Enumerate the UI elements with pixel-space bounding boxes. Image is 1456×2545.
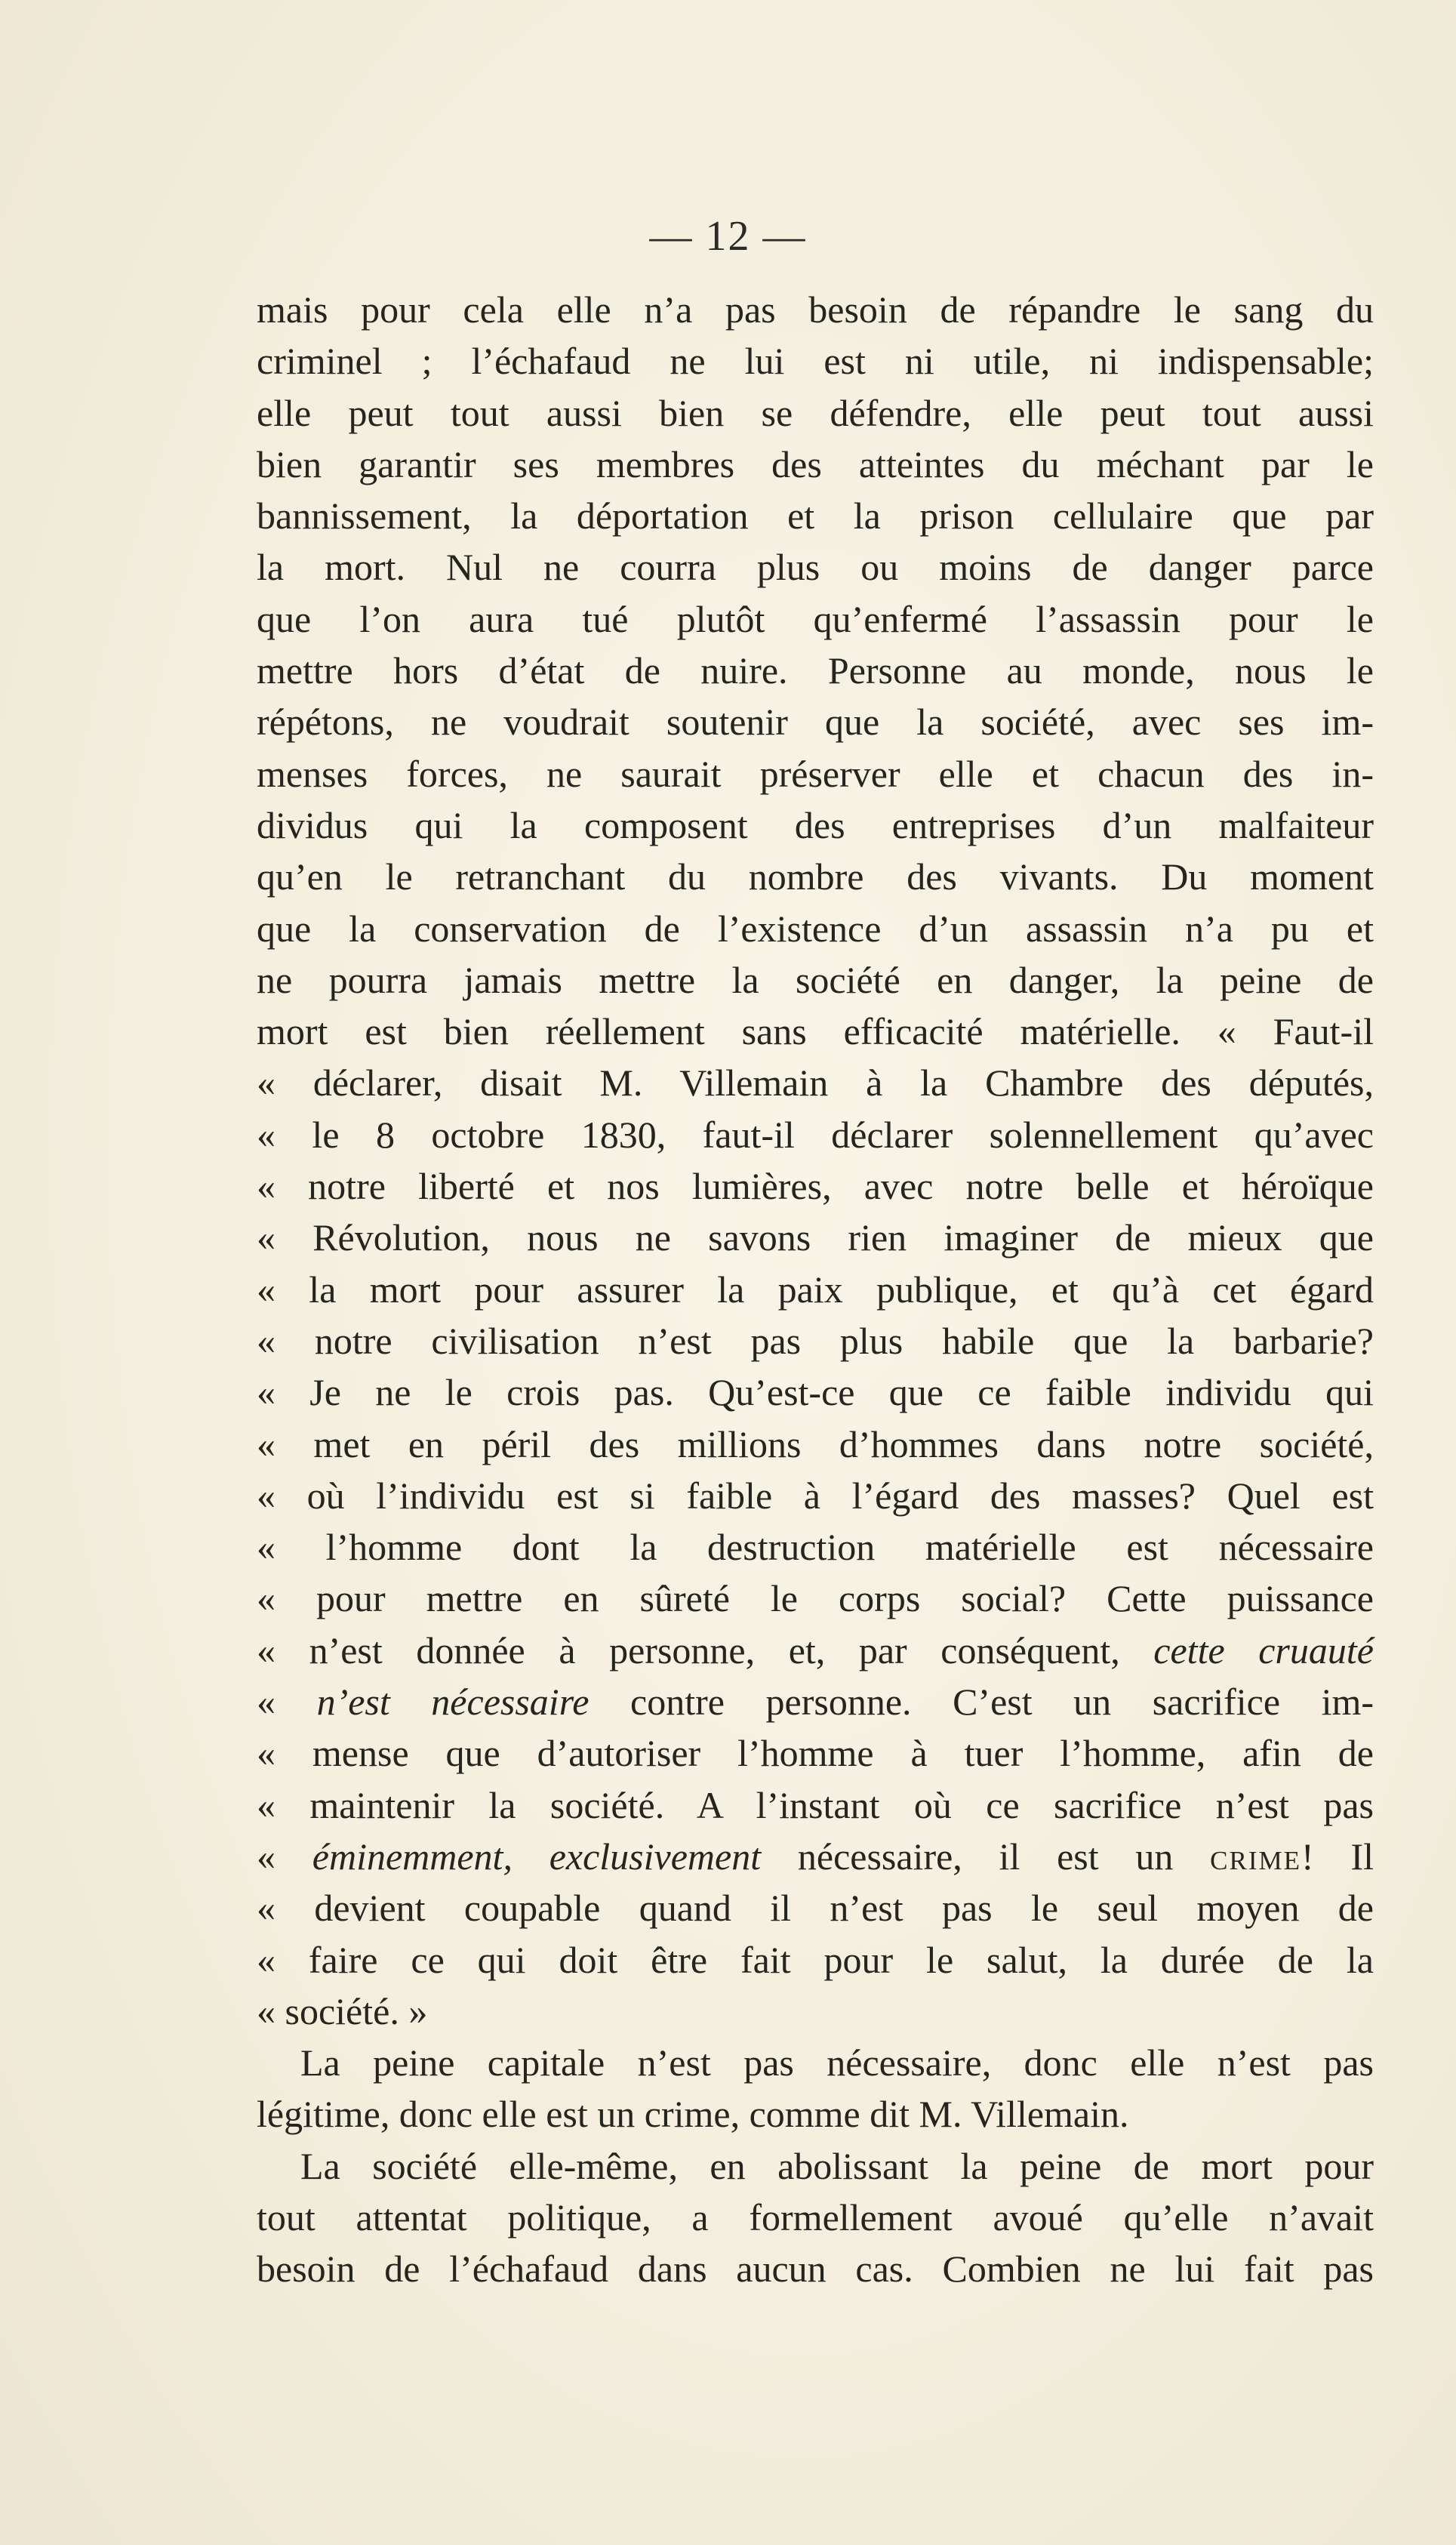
body-text — [257, 284, 1374, 2295]
text-segment: « n’est donnée à personne, et, par conséquent, — [257, 1628, 1154, 1672]
text-segment: « société. » — [257, 1989, 428, 2032]
text-line — [257, 696, 1374, 747]
text-line — [257, 335, 1374, 387]
text-segment: « où l’individu est si faible à l’égard des masses? Quel est — [257, 1474, 1374, 1517]
text-segment: criminel ; l’échafaud ne lui est ni utile, ni indispensable; — [257, 340, 1374, 383]
text-line — [257, 1521, 1374, 1573]
text-segment: La société elle-même, en abolissant la peine de mort pour — [300, 2144, 1374, 2187]
text-segment: mais pour cela elle n’a pas besoin de répandre le sang du — [257, 288, 1374, 331]
text-line — [257, 1779, 1374, 1831]
text-line — [257, 2243, 1374, 2294]
text-line — [257, 748, 1374, 800]
text-segment: « l’homme dont la destruction matérielle est nécessaire — [257, 1526, 1374, 1569]
text-line — [257, 851, 1374, 902]
text-segment: nécessaire, il est un — [761, 1835, 1211, 1878]
text-line — [257, 1057, 1374, 1108]
italic-text: cette cruauté — [1153, 1628, 1374, 1672]
text-line — [257, 1727, 1374, 1779]
text-line — [257, 541, 1374, 593]
text-line — [257, 1625, 1374, 1676]
text-line — [257, 903, 1374, 954]
text-segment: « met en péril des millions d’hommes dans notre société, — [257, 1422, 1374, 1465]
text-segment: « pour mettre en sûreté le corps social? Cette puissance — [257, 1577, 1374, 1620]
text-segment: contre personne. C’est un sacrifice im- — [589, 1681, 1374, 1724]
text-line — [257, 1676, 1374, 1727]
text-segment: « — [257, 1835, 312, 1878]
text-segment: qu’en le retranchant du nombre des vivants. Du moment — [257, 855, 1374, 898]
text-segment: que l’on aura tué plutôt qu’enfermé l’assassin pour le — [257, 597, 1374, 640]
text-segment: « notre civilisation n’est pas plus habile que la barbarie? — [257, 1319, 1374, 1362]
italic-text: n’est nécessaire — [316, 1681, 589, 1724]
text-line — [257, 1264, 1374, 1315]
page-number: — 12 — — [649, 213, 807, 260]
text-line — [257, 1006, 1374, 1057]
text-line — [257, 1212, 1374, 1263]
text-segment: dividus qui la composent des entreprises d’un malfaiteur — [257, 803, 1374, 846]
text-segment: « mense que d’autoriser l’homme à tuer l’homme, afin de — [257, 1732, 1374, 1775]
text-line — [257, 2192, 1374, 2243]
text-line — [257, 593, 1374, 645]
text-segment: « Je ne le crois pas. Qu’est-ce que ce faible individu qui — [257, 1371, 1374, 1414]
text-line — [257, 1315, 1374, 1366]
text-line — [257, 1573, 1374, 1624]
text-line — [257, 2037, 1374, 2088]
text-segment: ! Il — [1301, 1835, 1374, 1878]
text-segment: ne pourra jamais mettre la société en danger, la peine de — [257, 958, 1374, 1001]
text-line — [257, 1934, 1374, 1986]
text-line — [257, 1882, 1374, 1933]
text-segment: La peine capitale n’est pas nécessaire, donc elle n’est pas — [300, 2041, 1374, 2084]
text-segment: bannissement, la déportation et la prison cellulaire que par — [257, 495, 1374, 538]
text-segment: « Révolution, nous ne savons rien imaginer de mieux que — [257, 1216, 1374, 1259]
text-segment: mort est bien réellement sans efficacité matérielle. « Faut-il — [257, 1010, 1374, 1053]
text-segment: que la conservation de l’existence d’un assassin n’a pu et — [257, 907, 1374, 950]
text-line — [257, 439, 1374, 490]
text-line — [257, 1986, 1374, 2037]
small-caps-text: crime — [1210, 1835, 1302, 1878]
text-segment: « maintenir la société. A l’instant où ce sacrifice n’est pas — [257, 1783, 1374, 1826]
text-segment: « — [257, 1681, 317, 1724]
text-line — [257, 1160, 1374, 1212]
italic-text: éminemment, exclusivement — [312, 1835, 762, 1878]
text-line — [257, 2140, 1374, 2192]
text-segment: tout attentat politique, a formellement avoué qu’elle n’avait — [257, 2195, 1374, 2238]
text-line — [257, 645, 1374, 696]
text-segment: la mort. Nul ne courra plus ou moins de danger parce — [257, 546, 1374, 589]
text-line — [257, 1419, 1374, 1470]
text-line — [257, 490, 1374, 541]
text-line — [257, 1109, 1374, 1160]
text-line — [257, 1366, 1374, 1418]
text-segment: elle peut tout aussi bien se défendre, elle peut tout aussi — [257, 391, 1374, 434]
text-segment: « devient coupable quand il n’est pas le seul moyen de — [257, 1887, 1374, 1930]
text-segment: menses forces, ne saurait préserver elle et chacun des in- — [257, 752, 1374, 795]
text-segment: mettre hors d’état de nuire. Personne au monde, nous le — [257, 649, 1374, 692]
text-line — [257, 284, 1374, 335]
text-line — [257, 954, 1374, 1006]
text-segment: besoin de l’échafaud dans aucun cas. Combien ne lui fait pas — [257, 2248, 1374, 2291]
text-segment: « le 8 octobre 1830, faut-il déclarer solennellement qu’avec — [257, 1113, 1374, 1156]
text-segment: « déclarer, disait M. Villemain à la Chambre des députés, — [257, 1061, 1374, 1105]
text-segment: légitime, donc elle est un crime, comme dit M. Villemain. — [257, 2093, 1129, 2136]
text-line — [257, 800, 1374, 851]
text-segment: « faire ce qui doit être fait pour le salut, la durée de la — [257, 1938, 1374, 1981]
text-segment: bien garantir ses membres des atteintes du méchant par le — [257, 442, 1374, 485]
text-segment: « notre liberté et nos lumières, avec notre belle et héroïque — [257, 1165, 1374, 1208]
text-segment: « la mort pour assurer la paix publique, et qu’à cet égard — [257, 1268, 1374, 1311]
text-line — [257, 2088, 1374, 2140]
text-line — [257, 387, 1374, 439]
text-segment: répétons, ne voudrait soutenir que la société, avec ses im- — [257, 701, 1374, 744]
text-line — [257, 1470, 1374, 1521]
text-line — [257, 1831, 1374, 1882]
